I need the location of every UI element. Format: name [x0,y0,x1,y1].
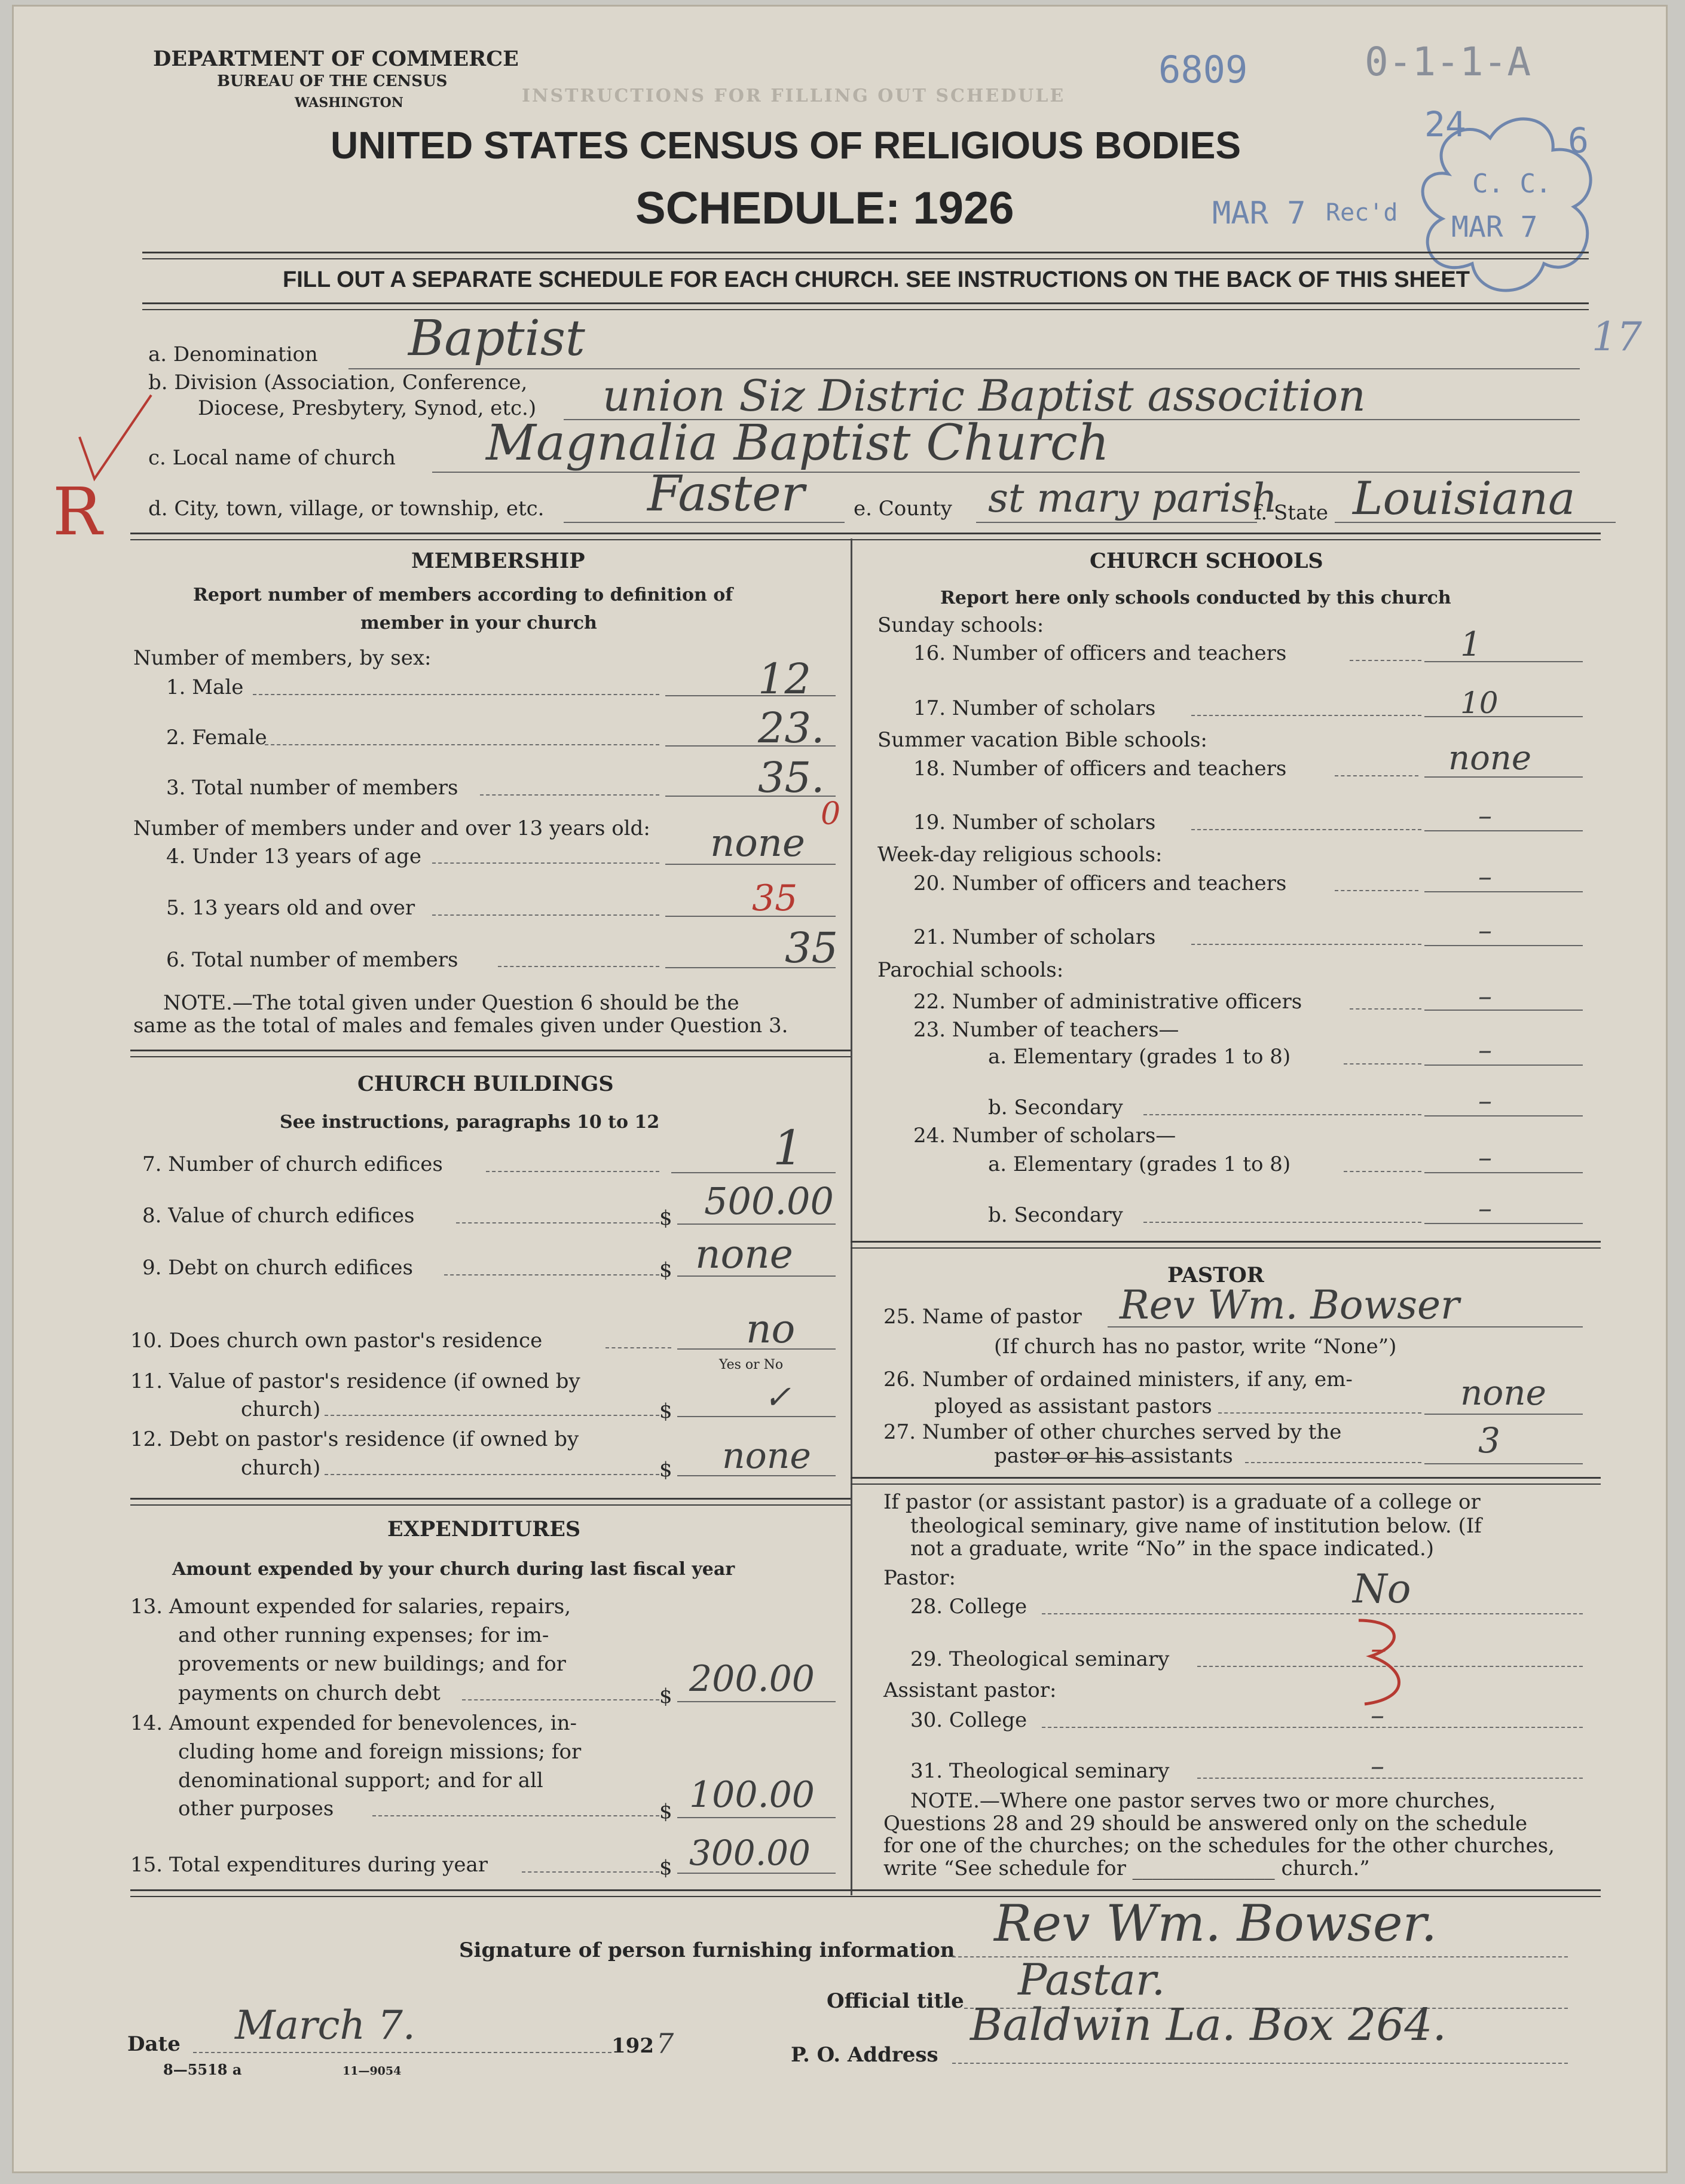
weekday-label: Week-day religious schools: [877,843,1163,867]
q11-dollar: $ [659,1399,672,1423]
form-title: UNITED STATES CENSUS OF RELIGIOUS BODIES [331,124,1241,167]
sunday-label: Sunday schools: [877,613,1044,637]
signature-value[interactable]: Rev Wm. Bowser. [994,1894,1438,1953]
pastor-edu-label: Pastor: [883,1566,956,1590]
bureau-name: BUREAU OF THE CENSUS [217,72,448,90]
margin-r-mark: R [53,473,102,550]
q18-value[interactable]: none [1448,739,1531,778]
q23b-value[interactable]: – [1478,1084,1492,1117]
census-schedule-sheet [12,5,1668,2173]
date-label: Date [127,2032,181,2056]
q11-label-1: 11. Value of pastor's residence (if owned by [130,1369,580,1393]
expenditures-heading: EXPENDITURES [387,1517,581,1541]
state-label: f. State [1254,501,1328,525]
q15-value[interactable]: 300.00 [689,1833,811,1873]
separate-schedule-instruction: FILL OUT A SEPARATE SCHEDULE FOR EACH CHURCH. SEE INSTRUCTIONS ON THE BACK OF THIS SHEET [283,267,1470,292]
print-number: 11—9054 [342,2064,402,2078]
q25-label: 25. Name of pastor [883,1305,1082,1329]
q9-value[interactable]: none [695,1231,793,1277]
q14-value[interactable]: 100.00 [689,1774,815,1816]
expenditures-sub: Amount expended by your church during last fiscal year [172,1559,735,1580]
assistant-edu-label: Assistant pastor: [883,1678,1057,1702]
education-note-1: If pastor (or assistant pastor) is a graduate of a college or [883,1490,1481,1514]
q28-value[interactable]: No [1353,1566,1411,1612]
county-label: e. County [854,497,952,521]
q15-dollar: $ [659,1856,672,1880]
q8-value[interactable]: 500.00 [704,1179,834,1223]
q8-label: 8. Value of church edifices [142,1204,415,1228]
q22-value[interactable]: – [1478,980,1492,1012]
q26-label-2: ployed as assistant pastors [934,1394,1212,1418]
po-address-value[interactable]: Baldwin La. Box 264. [970,1999,1447,2051]
q26-value[interactable]: none [1460,1372,1546,1413]
local-name-value[interactable]: Magnalia Baptist Church [486,415,1109,472]
q5-label: 5. 13 years old and over [166,896,415,920]
margin-check-icon [74,389,157,491]
q14-label-1: 14. Amount expended for benevolences, in- [130,1711,577,1735]
code-stamp: 0-1-1-A [1365,39,1531,85]
q21-label: 21. Number of scholars [913,925,1156,949]
q19-label: 19. Number of scholars [913,810,1156,834]
po-address-label: P. O. Address [791,2043,938,2067]
official-title-label: Official title [827,1989,964,2013]
q13-dollar: $ [659,1684,672,1708]
q17-label: 17. Number of scholars [913,696,1156,720]
city-label: d. City, town, village, or township, etc. [148,497,545,521]
q24b-label: b. Secondary [988,1203,1123,1227]
q12-label-1: 12. Debt on pastor's residence (if owned by [130,1427,579,1451]
q4-red-correction: 0 [821,796,841,832]
by-sex-label: Number of members, by sex: [133,646,432,670]
q18-label: 18. Number of officers and teachers [913,757,1287,781]
q1-label: 1. Male [166,675,244,699]
received-date-stamp: MAR 7 [1212,195,1306,231]
buildings-heading: CHURCH BUILDINGS [357,1072,614,1096]
q13-label-3: provements or new buildings; and for [178,1652,566,1676]
summer-label: Summer vacation Bible schools: [877,728,1207,752]
pastor-note-4: write “See schedule for ______________ church.” [883,1856,1370,1880]
q12-value[interactable]: none [722,1435,811,1477]
q30-value[interactable]: – [1371,1699,1384,1731]
q8-dollar: $ [659,1206,672,1230]
q25-note: (If church has no pastor, write “None”) [994,1335,1397,1359]
by-age-label: Number of members under and over 13 years old: [133,816,650,840]
q27-label-1: 27. Number of other churches served by the [883,1420,1342,1444]
date-value[interactable]: March 7. [235,2002,415,2048]
q24b-value[interactable]: – [1478,1192,1492,1224]
buildings-sub: See instructions, paragraphs 10 to 12 [280,1112,660,1133]
q3-label: 3. Total number of members [166,776,458,800]
q22-label: 22. Number of administrative officers [913,990,1302,1014]
q24a-value[interactable]: – [1478,1141,1492,1173]
q3-value[interactable]: 35. [758,753,825,802]
q14-label-3: denominational support; and for all [178,1769,543,1793]
pastor-note-2: Questions 28 and 29 should be answered only on the schedule [883,1812,1528,1836]
q2-label: 2. Female [166,726,267,750]
pastor-note-3: for one of the churches; on the schedules for the other churches, [883,1834,1555,1858]
q23a-value[interactable]: – [1478,1033,1492,1066]
education-note-3: not a graduate, write “No” in the space indicated.) [910,1537,1435,1561]
q6-label: 6. Total number of members [166,948,458,972]
year-prefix: 192 [611,2034,654,2058]
q24-label: 24. Number of scholars— [913,1124,1176,1148]
pastor-note-1: NOTE.—Where one pastor serves two or more churches, [910,1789,1496,1813]
badge-date: MAR 7 [1451,210,1538,244]
q16-label: 16. Number of officers and teachers [913,641,1287,665]
pastor-heading: PASTOR [1167,1263,1264,1287]
received-label-stamp: Rec'd [1326,199,1398,227]
q12-label-2: church) [241,1456,321,1480]
back-instructions-bleed: INSTRUCTIONS FOR FILLING OUT SCHEDULE [522,85,1066,106]
q31-value[interactable]: – [1371,1749,1384,1782]
schools-heading: CHURCH SCHOOLS [1090,549,1323,573]
membership-sub-1: Report number of members according to definition of [193,585,733,605]
q20-value[interactable]: – [1478,860,1492,892]
division-label-1: b. Division (Association, Conference, [148,371,528,394]
q13-value[interactable]: 200.00 [689,1658,815,1700]
q29-value[interactable]: – [1371,1629,1387,1667]
q27-value[interactable]: 3 [1478,1420,1500,1461]
q7-value[interactable]: 1 [773,1120,803,1176]
division-label-2: Diocese, Presbytery, Synod, etc.) [198,396,537,420]
county-value[interactable]: st mary parish [988,475,1277,521]
q9-label: 9. Debt on church edifices [142,1256,413,1280]
yes-or-no-hint: Yes or No [719,1357,784,1372]
local-name-label: c. Local name of church [148,446,396,470]
q27-label-2: pastor or his assistants [994,1444,1233,1468]
margin-number: 17 [1592,314,1642,360]
q24a-label: a. Elementary (grades 1 to 8) [988,1152,1291,1176]
badge-left-number: 24 [1424,104,1466,145]
q13-label-4: payments on church debt [178,1681,441,1705]
schools-sub: Report here only schools conducted by this church [940,588,1451,608]
q7-label: 7. Number of church edifices [142,1152,443,1176]
q14-dollar: $ [659,1800,672,1824]
q25-value[interactable]: Rev Wm. Bowser [1120,1282,1460,1328]
q26-label-1: 26. Number of ordained ministers, if any, em- [883,1368,1353,1391]
q30-label: 30. College [910,1708,1027,1732]
department-name: DEPARTMENT OF COMMERCE [153,47,519,71]
q1-value[interactable]: 12 [758,654,812,703]
form-number: 8—5518 a [163,2061,242,2078]
red-bracket-icon [1347,1614,1418,1710]
q23b-label: b. Secondary [988,1096,1123,1119]
q11-value[interactable]: ✓ [764,1378,791,1416]
q4-value[interactable]: none [710,821,805,865]
q9-dollar: $ [659,1258,672,1282]
q4-label: 4. Under 13 years of age [166,845,421,868]
q20-label: 20. Number of officers and teachers [913,871,1287,895]
q13-label-2: and other running expenses; for im- [178,1623,549,1647]
q19-value[interactable]: – [1478,799,1492,831]
q10-value[interactable]: no [746,1306,796,1352]
q10-label: 10. Does church own pastor's residence [130,1329,543,1353]
q11-label-2: church) [241,1397,321,1421]
city-value[interactable]: Faster [647,466,805,522]
denomination-value[interactable]: Baptist [408,310,585,367]
q23-label: 23. Number of teachers— [913,1018,1179,1042]
signature-label: Signature of person furnishing information [459,1938,955,1962]
state-value[interactable]: Louisiana [1353,472,1576,525]
education-note-2: theological seminary, give name of institution below. (If [910,1514,1482,1538]
year-digit[interactable]: 7 [656,2027,674,2060]
q31-label: 31. Theological seminary [910,1759,1170,1783]
denomination-label: a. Denomination [148,342,318,366]
membership-note-2: same as the total of males and females given under Question 3. [133,1014,788,1038]
official-title-value[interactable]: Pastar. [1018,1954,1166,2005]
badge-right-number: 6 [1568,120,1589,161]
city-name: WASHINGTON [295,95,403,111]
q29-label: 29. Theological seminary [910,1647,1170,1671]
q5-value[interactable]: 35 [752,877,798,919]
schedule-year: SCHEDULE: 1926 [635,183,1014,234]
q21-value[interactable]: – [1478,914,1492,946]
q12-dollar: $ [659,1458,672,1482]
membership-sub-2: member in your church [360,613,597,634]
membership-note-1: NOTE.—The total given under Question 6 should be the [163,991,739,1015]
division-value[interactable]: union Siz Distric Baptist assocition [603,371,1366,421]
q23a-label: a. Elementary (grades 1 to 8) [988,1045,1291,1069]
parochial-label: Parochial schools: [877,958,1064,982]
q14-label-2: cluding home and foreign missions; for [178,1740,582,1764]
q14-label-4: other purposes [178,1797,334,1821]
q28-label: 28. College [910,1595,1027,1619]
schedule-number-stamp: 6809 [1158,48,1248,91]
badge-cc: C. C. [1472,169,1552,199]
q13-label-1: 13. Amount expended for salaries, repairs, [130,1595,571,1619]
q15-label: 15. Total expenditures during year [130,1853,488,1877]
q2-value[interactable]: 23. [758,703,825,753]
q17-value[interactable]: 10 [1460,686,1499,720]
q16-value[interactable]: 1 [1460,625,1482,664]
q6-value[interactable]: 35 [785,923,839,972]
membership-heading: MEMBERSHIP [411,549,585,573]
